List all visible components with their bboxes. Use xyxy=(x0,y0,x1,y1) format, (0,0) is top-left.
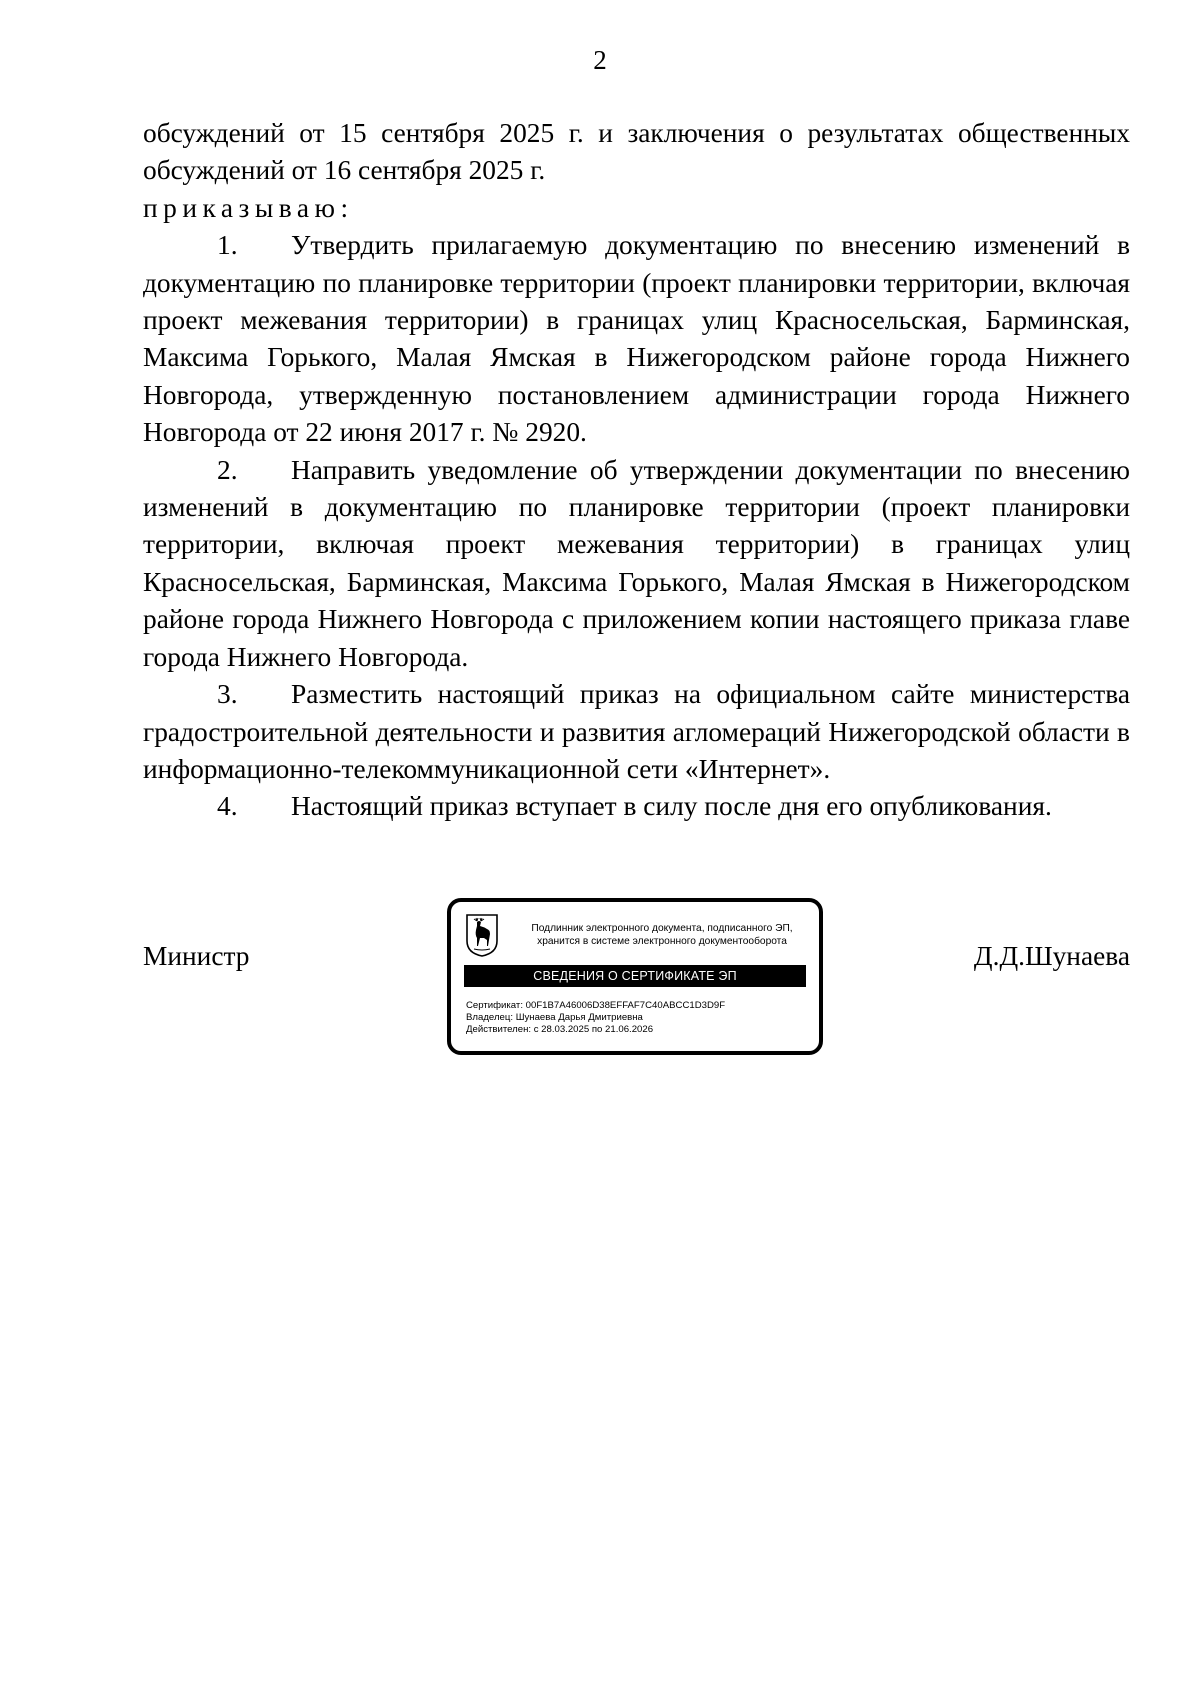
stamp-note-line: Подлинник электронного документа, подписанного ЭП, xyxy=(531,923,793,934)
order-word: приказываю: xyxy=(143,192,354,223)
item-number: 1. xyxy=(217,230,238,261)
signer-position: Министр xyxy=(143,941,250,971)
certificate-details xyxy=(466,1000,811,1037)
item-number: 2. xyxy=(217,454,238,485)
page-number: 2 xyxy=(593,45,607,75)
deer-coat-of-arms-icon xyxy=(465,913,499,957)
stamp-header: СВЕДЕНИЯ О СЕРТИФИКАТЕ ЭП xyxy=(464,965,806,987)
item-text: Разместить настоящий приказ на официальном сайте министерства градостроительной деятельности и развития агломераций Нижегородской области в информационно-телекоммуникационной сети «Интернет». xyxy=(143,679,1130,784)
list-item xyxy=(143,788,1130,825)
stamp-note xyxy=(507,922,817,948)
item-text: Настоящий приказ вступает в силу после дня его опубликования. xyxy=(291,791,1052,822)
certificate-number: Сертификат: 00F1B7A46006D38EFFAF7C40ABCC1D3D9F xyxy=(466,1000,726,1011)
electronic-signature-stamp xyxy=(447,898,823,1055)
item-text: Утвердить прилагаемую документацию по внесению изменений в документацию по планировке территории (проект планировки территории, включая проект межевания территории) в границах улиц Красносельская, Барминская, Максима Горького, Малая Ямская в Нижегородском районе города Нижнего Новгорода, утвержденную постановлением администрации города Нижнего Новгорода от 22 июня 2017 г. № 2920. xyxy=(143,230,1130,448)
list-item xyxy=(143,452,1130,676)
intro-paragraph: обсуждений от 15 сентября 2025 г. и заключения о результатах общественных обсуждений от 16 сентября 2025 г. xyxy=(143,118,1130,186)
item-text: Направить уведомление об утверждении документации по внесению изменений в документацию по планировке территории (проект планировки территории, включая проект межевания территории) в границах улиц Красносельская, Барминская, Максима Горького, Малая Ямская в Нижегородском районе города Нижнего Новгорода с приложением копии настоящего приказа главе города Нижнего Новгорода. xyxy=(143,454,1130,672)
item-number: 4. xyxy=(217,791,238,822)
certificate-validity: Действителен: с 28.03.2025 по 21.06.2026 xyxy=(466,1024,654,1036)
signer-name: Д.Д.Шунаева xyxy=(973,941,1130,971)
item-number: 3. xyxy=(217,679,238,710)
certificate-owner: Владелец: Шунаева Дарья Дмитриевна xyxy=(466,1012,643,1024)
document-body xyxy=(143,115,1130,826)
list-item xyxy=(143,227,1130,451)
stamp-note-line: хранится в системе электронного документооборота xyxy=(537,936,787,947)
list-item xyxy=(143,676,1130,788)
